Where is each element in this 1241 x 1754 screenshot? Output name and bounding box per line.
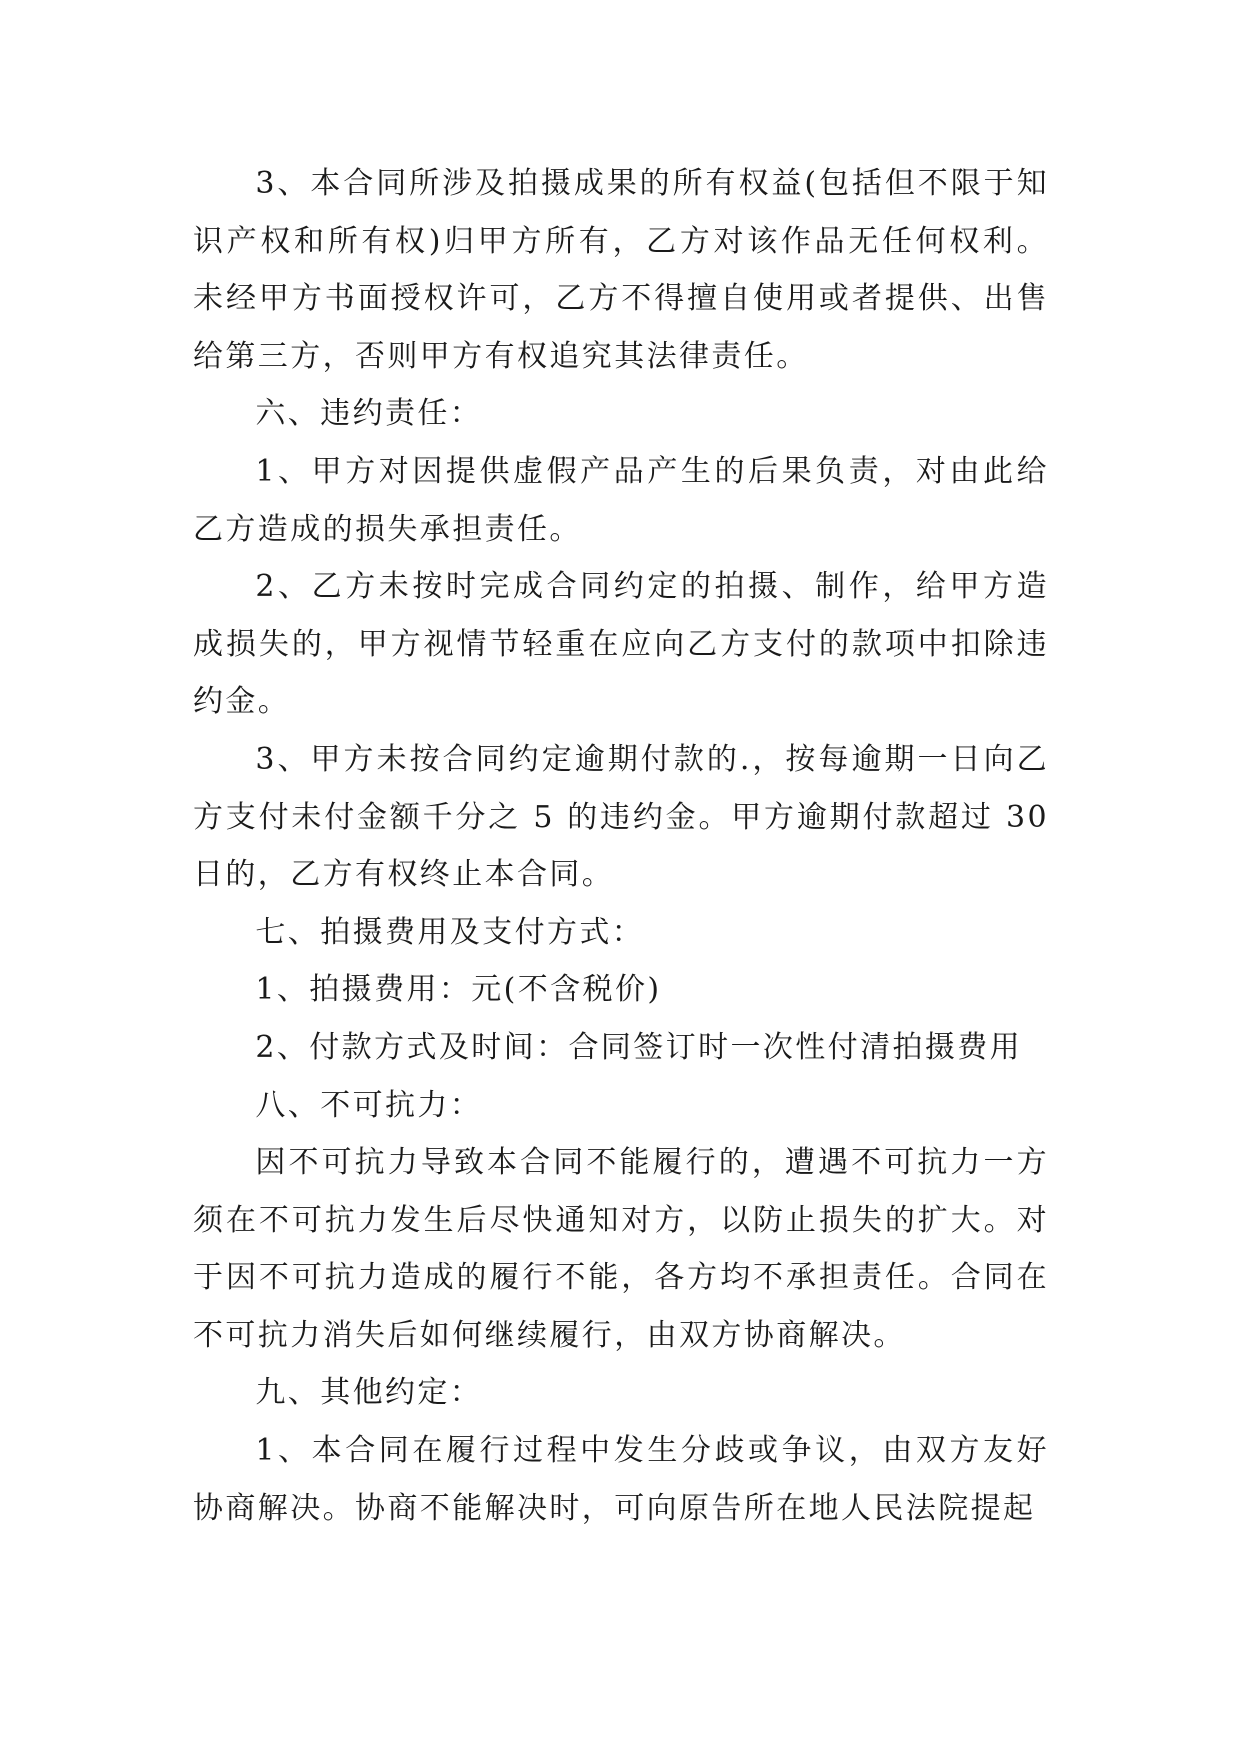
- section-7-heading: 七、拍摄费用及支付方式：: [255, 914, 645, 950]
- section-8-heading: 八、不可抗力：: [255, 1087, 483, 1123]
- section-9-heading: 九、其他约定：: [255, 1375, 483, 1411]
- clause-6-1-paragraph: 1、甲方对因提供虚假产品产生的后果负责，对由此给乙方造成的损失承担责任。: [193, 453, 1049, 547]
- section-6-heading: 六、违约责任：: [255, 396, 483, 432]
- clause-6-2-paragraph: 2、乙方未按时完成合同约定的拍摄、制作，给甲方造成损失的，甲方视情节轻重在应向乙方支付的款项中扣除违约金。: [193, 569, 1049, 720]
- clause-7-2-paragraph: 2、付款方式及时间：合同签订时一次性付清拍摄费用: [255, 1029, 1023, 1065]
- clause-6-3-paragraph: 3、甲方未按合同约定逾期付款的.，按每逾期一日向乙方支付未付金额千分之 5 的违约金。甲方逾期付款超过 30 日的，乙方有权终止本合同。: [193, 741, 1049, 893]
- section-8-paragraph: 因不可抗力导致本合同不能履行的，遭遇不可抗力一方须在不可抗力发生后尽快通知对方，以防止损失的扩大。对于因不可抗力造成的履行不能，各方均不承担责任。合同在不可抗力消失后如何继续履行，由双方协商解决。: [193, 1145, 1049, 1353]
- clause-9-1-paragraph: 1、本合同在履行过程中发生分歧或争议，由双方友好协商解决。协商不能解决时，可向原告所在地人民法院提起: [193, 1433, 1049, 1526]
- document-page: [193, 155, 1049, 1537]
- clause-7-1-paragraph: 1、拍摄费用：元(不含税价): [255, 972, 662, 1008]
- clause-5-3-paragraph: 3、本合同所涉及拍摄成果的所有权益(包括但不限于知识产权和所有权)归甲方所有，乙方对该作品无任何权利。未经甲方书面授权许可，乙方不得擅自使用或者提供、出售给第三方，否则甲方有权追究其法律责任。: [193, 166, 1049, 374]
